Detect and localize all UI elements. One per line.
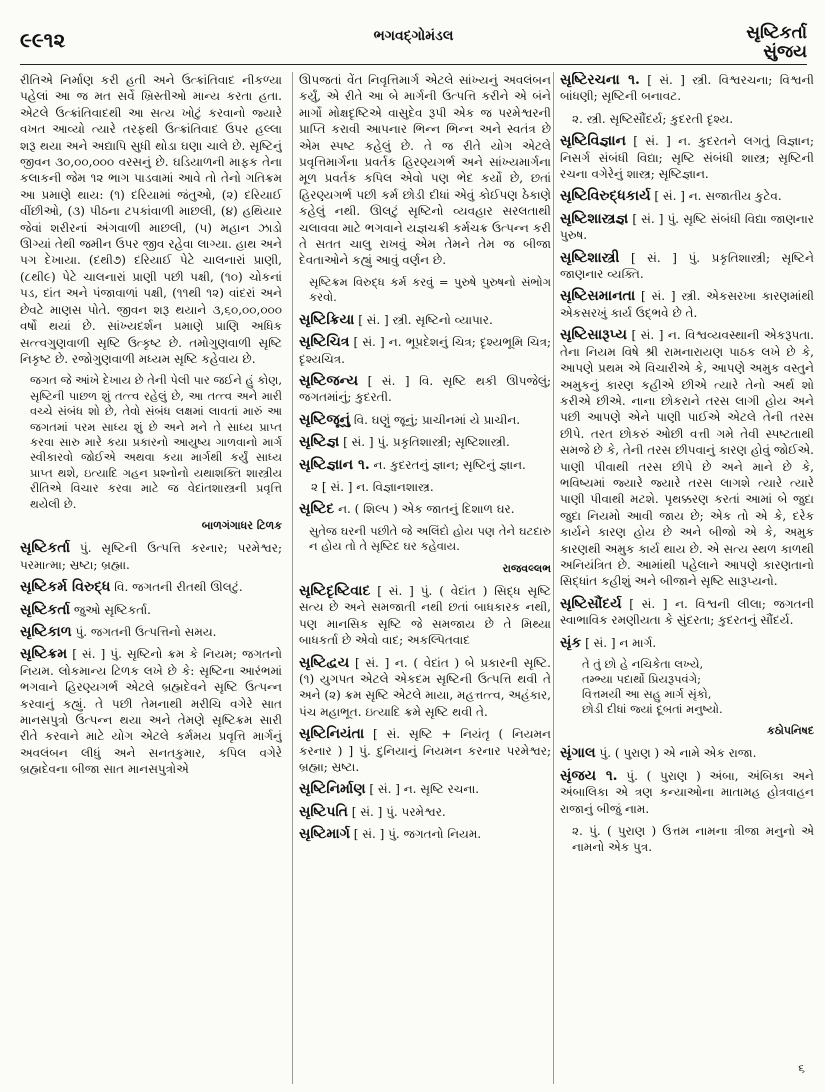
headword: સૃષ્ટિપતિ [299, 803, 348, 820]
definition: પું. સૃષ્ટિની ઉત્પત્તિ કરનાર; પરમેશ્વર; પરમાત્મા; સ્રષ્ટા; બ્રહ્મા. [20, 541, 282, 572]
dictionary-entry [299, 501, 551, 517]
definition: [ સં. ] પું. પ્રકૃતિશાસ્ત્રી; સૃષ્ટિશાસ્ત્રી. [343, 435, 510, 450]
definition: [ સં. ] પું. પરમેશ્વર. [351, 804, 446, 819]
dictionary-entry [299, 373, 551, 406]
definition: [ સં. સૃષ્ટિ + નિયંતૃ ( નિયમન કરનાર ) ] પું. દુનિયાનું નિયમન કરનાર પરમેશ્વર; બ્રહ્મા; સ્રષ્ટા. [299, 727, 551, 775]
dictionary-entry [299, 334, 551, 367]
dictionary-entry [20, 646, 282, 777]
header-rule [20, 64, 807, 65]
headword: સૃષ્ટિનિર્માણ [299, 781, 366, 798]
definition: જુઓ સૃષ્ટિકર્તા. [73, 602, 151, 617]
headword: સૃષ્ટિજ્ઞ [299, 434, 340, 451]
headword: સૃષ્ટિમાર્ગ [299, 826, 350, 843]
headword: સૃષ્ટિવિરુદ્ધકાર્ય [560, 188, 651, 205]
dictionary-entry [560, 635, 814, 651]
headword: સૃષ્ટિરચના ૧. [560, 72, 640, 88]
headword: સૃષ્ટિદ્વય [299, 654, 350, 671]
headword: સૃષ્ટિનિયંતા [299, 726, 365, 743]
quotation-attribution: રાજવલ્લભ [502, 561, 551, 575]
definition: [ સં. ] ન. વિશ્વવ્યવસ્થાની એકરૂપતા. તેના નિયમ વિષે શ્રી રામનારાયણ પાઠક લખે છે કે, આપણે પ્રથમ એ વિચારીએ કે, આપણે અમુક વસ્તુને અમુકનું કારણ કહીએ છીએ ત્યારે તેનો અર્થ શો કરીએ છીએ. નાના છોકરાને તરસ લાગી હોય અને પછી આપણે એને પાણી પાઈએ એટલે તેની તરસ છીપે. તરત છોકરું ઓછી વત્તી ગમે તેવી સ્પષ્ટતાથી સમજે છે કે, તેની તરસ છીપવાનું કારણ હોવું જોઈએ. પાણી પીવાથી તરસ છીપે છે અને માને છે કે, ભવિષ્યમાં જ્યારે જ્યારે તરસ લાગશે ત્યારે ત્યારે પાણી પીવાથી મટશે. પૃથક્કરણ કરતાં આમાં બે જુદા જુદા નિયમો આવી જાય છે; એક તો એ કે, દરેક કાર્યને કારણ હોય છે અને બીજો એ કે, અમુક કારણથી અમુક કાર્ય થાય છે. એ સત્ય સ્થળ કાળથી અનિયંત્રિત છે. આમાંથી પહેલાને આપણે કારણતાનો સિદ્ધાંત કહીશું અને બીજાને સૃષ્ટિ સારૂપ્યનો. [560, 328, 814, 589]
dictionary-entry [20, 579, 282, 595]
definition: [ સં. ] સ્ત્રી. વિશ્વરચના; વિશ્વની બાંધણી; સૃષ્ટિની બનાવટ. [560, 73, 814, 104]
definition: [ સં. ] પું. સૃષ્ટિ સંબંધી વિદ્યા જાણનાર પુરુષ. [560, 211, 814, 243]
headword: સૃષ્ટિદૃષ્ટિવાદ [299, 582, 371, 599]
definition: [ સં. ] પું. સૃષ્ટિનો ક્રમ કે નિયમ; જગતનો નિયમ. લોકમાન્ય ટિળક લખે છે કે: સૃષ્ટિના આરંભમાં ભગવાને હિરણ્યગર્ભ એટલે બ્રહ્મદેવને સૃષ્ટિ ઉત્પન્ન કરવાનું કહ્યું. તે પછી તેમનાથી મરીચિ વગેરે સાત માનસપુત્રો ઉત્પન્ન થયા અને તેમણે સૃષ્ટિક્રમ સારી રીતે કરવાને માટે યોગ એટલે કર્મમય પ્રવૃત્તિ માર્ગનું અવલંબન લીધું અને સનતકુમાર, કપિલ વગેરે બ્રહ્મદેવના બીજા સાત માનસપુત્રોએ [20, 647, 282, 777]
verse-quotation: તે તું છો હે નચિકેતા લખ્યે, તમ્ભ્યા પદાર્થો પ્રિયરૂપવંગે; વિત્તમયી આ સહુ માર્ગ સૃંકો, છોડી દીધાં જ્યાં દૂબતાં મનુષ્યો. [582, 657, 723, 716]
headword: સૃષ્ટિચિત્ર [299, 334, 350, 351]
column-2 [292, 72, 551, 1084]
quotation-attribution: કઠોપનિષદ [766, 724, 814, 737]
definition: પું. ( પુરાણ ) એ નામે એક રાજા. [599, 746, 757, 761]
definition: પું. જગતની ઉત્પત્તિનો સમય. [75, 625, 217, 639]
dictionary-entry [560, 72, 814, 105]
definition: [ સં. ] ન. સજાતીય કુટેવ. [654, 189, 782, 204]
dictionary-entry [560, 327, 814, 590]
headword: સૃષ્ટિવિજ્ઞાન [560, 133, 626, 150]
headword: સૃંગાલ [560, 745, 596, 762]
definition: [ સં. ] વિ. સૃષ્ટિ થકી ઊપજેલું; જગતમાંનું; કુદરતી. [299, 373, 551, 405]
headword: સૃષ્ટિકાળ [20, 624, 72, 640]
headword: સૃષ્ટિસારૂપ્ય [560, 327, 627, 344]
guide-first: સૃષ્ટિકર્તા [746, 23, 807, 43]
headword: સૃષ્ટિશાસ્ત્રી [560, 249, 620, 266]
dictionary-entry [299, 781, 551, 797]
definition: પું. ( પુરાણ ) અંબા, અંબિકા અને અંબાલિકા એ ત્રણ કન્યાઓના માતામહ હોત્રવાહન રાજાનું બીજું નામ. [560, 768, 814, 816]
dictionary-entry [299, 312, 551, 328]
definition: [ સં. ] ન. કુદરતને લગતું વિજ્ઞાન; નિસર્ગ સંબંધી વિદ્યા; સૃષ્ટિ સંબંધી શાસ્ત્ર; સૃષ્ટિની રચના વગેરેનું શાસ્ત્ર; સૃષ્ટિજ્ઞાન. [560, 134, 814, 182]
sub-sense: ૨. પું. ( પુરાણ ) ઉત્તમ નામના ત્રીજા મનુનો એ નામનો એક પુત્ર. [572, 824, 814, 855]
dictionary-entry [20, 540, 282, 573]
definition: [ સં. ] સ્ત્રી. સૃષ્ટિનો વ્યાપાર. [358, 312, 493, 327]
headword: સૃષ્ટિસમાનતા [560, 288, 636, 305]
definition: [ સં. ] ન. સૃષ્ટિ રચના. [369, 782, 480, 797]
definition: [ સં. ] ન. ભૂપ્રદેશનું ચિત્ર; દૃશ્યભૂમિ ચિત્ર; દૃશ્યચિત્ર. [299, 335, 551, 366]
guide-words [746, 24, 807, 62]
quotation-attribution: બાળગંગાધર ટિળક [201, 518, 282, 532]
phrase-usage: સૃષ્ટિક્રમ વિરુદ્ધ કર્મ કરવું = પુરુષે પુરુષનો સંભોગ કરવો. [309, 274, 551, 305]
dictionary-entry [20, 624, 282, 640]
definition: [ સં. ] પું. ( વેદાંત ) સિદ્ધ સૃષ્ટિ સત્ય છે અને સમજાતી નથી છતાં બાધકારક નથી, પણ માનસિક સૃષ્ટિ જે સમજાય છે તે મિથ્યા બાધકર્તા છે એવો વાદ; અકલ્પિતવાદ [299, 583, 551, 648]
headword: સૃષ્ટિજ્ઞાન ૧. [299, 456, 370, 473]
sub-sense: ૨ [ સં. ] ન. વિજ્ઞાનશાસ્ત્ર. [311, 479, 434, 494]
headword: સૃષ્ટિદ [299, 501, 335, 518]
dictionary-entry [299, 457, 551, 473]
headword: સૃષ્ટિસૌંદર્ય [560, 595, 622, 612]
dictionary-entry [20, 602, 282, 618]
headword: સૃષ્ટિકર્તા [20, 601, 71, 618]
definition: [ સં. ] પું. પ્રકૃતિશાસ્ત્રી; સૃષ્ટિને જાણનાર વ્યક્તિ. [560, 250, 814, 282]
headword: સૃષ્ટિક્રિયા [299, 311, 355, 328]
definition: [ સં. ] પું. જગતનો નિયમ. [353, 827, 482, 842]
dictionary-entry [560, 768, 814, 817]
column-1 [20, 72, 282, 1084]
quotation: સુતેજ ઘરની પછીતે જે અલિંદો હોય પણ તેને ઘટદારુ ન હોય તો તે સૃષ્ટિદ ઘર કહેવાય. [309, 523, 551, 554]
dictionary-entry [299, 655, 551, 721]
column-3 [553, 72, 814, 1084]
definition: ન. કુદરતનું જ્ઞાન; સૃષ્ટિનું જ્ઞાન. [373, 457, 526, 472]
definition: [ સં. ] ન માર્ગ. [585, 635, 657, 650]
headword: સૃંજય ૧. [560, 767, 618, 784]
dictionary-entry [299, 726, 551, 775]
headword: સૃષ્ટિકર્મ વિરુદ્ધ [20, 579, 111, 596]
dictionary-entry [560, 745, 814, 761]
dictionary-entry [299, 826, 551, 842]
definition: વિ. ઘણું જૂનું; પ્રાચીનમાં યે પ્રાચીન. [353, 412, 521, 427]
headword: સૃંક [560, 634, 582, 651]
dictionary-entry [560, 250, 814, 283]
dictionary-entry [299, 412, 551, 428]
page-number: ૯૯૧૨ [20, 28, 66, 52]
dictionary-entry [560, 211, 814, 244]
dictionary-entry [560, 133, 814, 182]
dictionary-entry [560, 288, 814, 321]
headword: સૃષ્ટિકર્તા [20, 540, 71, 557]
dictionary-entry [299, 434, 551, 450]
dictionary-entry [560, 188, 814, 204]
guide-last: સુંજય [763, 42, 807, 62]
headword: સૃષ્ટિક્રમ [20, 646, 68, 663]
definition: વિ. જગતની રીતથી ઊલટું. [114, 580, 243, 595]
headword: સૃષ્ટિજન્ય [299, 372, 359, 389]
headword: સૃષ્ટિશાસ્ત્રજ્ઞ [560, 210, 629, 227]
definition: [ સં. ] સ્ત્રી. એકસરખા કારણમાંથી એકસરખું કાર્ય ઉદ્ભવે છે તે. [560, 289, 814, 320]
dictionary-entry [299, 583, 551, 649]
footer-mark: ૬ [798, 1061, 805, 1075]
continued-paragraph: રીતિએ નિર્માણ કરી હતી અને ઉત્ક્રાંતિવાદ નીકળ્યા પહેલાં આ જ મત સર્વે ખ્રિસ્તીઓ માન્ય કરતા હતા. એટલે ઉત્ક્રાંતિવાદથી આ સત્ય ખોટું કરવાનો જ્યારે વખત આવ્યો ત્યારે તરફથી ઉત્ક્રાંતિવાદ ઉપર હલ્લા શરૂ થયા અને અદ્યાપિ સુધી થોડા ઘણા ચાલે છે. સૃષ્ટિનું જીવન ૩૦,૦૦,૦૦૦ વરસનું છે. ઘડિયાળની માફક તેના કલાકની જેમ ૧૨ ભાગ પાડવામાં આવે તો તેનો ગતિક્રમ આ પ્રમાણે થાય: (૧) દરિયામાં જંતુઓ, (૨) દરિયાઈ વીંછીઓ, (૩) પીઠના ટપકાંવાળી માછલી, (૪) હથિયાર જેવાં શરીરનાં અંગવાળી માછલી, (૫) મહાન ઝાડો ઊગ્યાં તેથી જમીન ઉપર જીવ રહેવા લાગ્યા. હાથ અને પગ દેખાયા. (દથી૭) દરિયાઈ પેટે ચાલનારાં પ્રાણી, (૮થી૯) પેટે ચાલનારાં પ્રાણી પછી પક્ષી, (૧૦) ચોકનાં પડ, દાંત અને પંજાવાળાં પક્ષી, (૧૧થી ૧૨) વાંદરાં અને છેવટે માણસ પોતે. જીવન શરૂ થયાને ૩,૬૦,૦૦,૦૦૦ વર્ષો થયાં છે. સાંખ્યદર્શન પ્રમાણે પ્રાણિ અધિક સત્ત્વગુણવાળી સૃષ્ટિ ઉત્કૃષ્ટ છે. તમોગુણવાળી સૃષ્ટિ નિકૃષ્ટ છે. રજોગુણવાળી મધ્યમ સૃષ્ટિ કહેવાય છે. [20, 73, 282, 366]
page-header [20, 24, 807, 60]
definition: ન. ( શિલ્પ ) એક જાતનું દિશાળ ઘર. [338, 502, 515, 517]
definition: [ સં. ] ન. ( વેદાંત ) બે પ્રકારની સૃષ્ટિ. (૧) યુગપત એટલે એકદમ સૃષ્ટિની ઉત્પત્તિ થવી તે અને (૨) ક્રમ સૃષ્ટિ એટલે માયા, મહત્તત્ત્વ, અહંકાર, પંચ મહાભૂત. ઇત્યાદિ ક્રમે સૃષ્ટિ થવી તે. [299, 655, 551, 719]
dictionary-entry [560, 596, 814, 629]
quotation: જગત જે આંખે દેખાય છે તેની પેલી પાર જઈને હું કોણ, સૃષ્ટિની પાછળ શું તત્ત્વ રહેલું છે, આ તત્ત્વ અને મારી વચ્ચે સંબંધ શો છે, તેવો સંબંધ લક્ષમાં લાવતાં મારું આ જગતમાં પરમ સાધ્ય શું છે અને મને તે સાધ્ય પ્રાપ્ત કરવા સારુ મારે કયા પ્રકારનો આયુષ્ય ગાળવાનો માર્ગ સ્વીકારવો જોઈએ અથવા કયા માર્ગથી કર્યું સાધ્ય પ્રાપ્ત થશે, ઇત્યાદિ ગહન પ્રશ્નોનો યથાશક્તિ શાસ્ત્રીય રીતિએ વિચાર કરવા માટે જ વેદાંતશાસ્ત્રની પ્રવૃત્તિ થયેલી છે. [30, 373, 282, 511]
continued-paragraph: ઊપજતાં વેંત નિવૃત્તિમાર્ગ એટલે સાંખ્યનું અવલંબન કર્યું, એ રીતે આ બે માર્ગની ઉત્પત્તિ કરીને એ બંને માર્ગો મોક્ષદૃષ્ટિએ વાસુદેવ રૂપી એક જ પરમેશ્વરની પ્રાપ્તિ કરાવી આપનાર ભિન્ન ભિન્ન અને સ્વતંત્ર છે એમ સ્પષ્ટ કહેલું છે. તે જ રીતે યોગ એટલે પ્રવૃત્તિમાર્ગના પ્રવર્તક હિરણ્યગર્ભ અને સાંખ્યમાર્ગના મૂળ પ્રવર્તક કપિલ એવો પણ ભેદ કર્યો છે, છતાં હિરણ્યગર્ભ પછી કર્મ છોડી દીધાં એવું કોઈપણ ઠેકાણે કહેલું નથી. ઊલટું સૃષ્ટિનો વ્યવહાર સરલતાથી ચલાવવા માટે ભગવાને યજ્ઞચક્રી કર્મચક્ર ઉત્પન્ન કરી તે સતત ચાલુ રાખવું એમ તેમને તેમ જ બીજા દેવતાઓને કહ્યું આવું વર્ણન છે. [299, 73, 551, 268]
running-title: ભગવદ્ગોમંડલ [373, 28, 454, 44]
dictionary-entry [299, 804, 551, 820]
sub-sense: ૨. સ્ત્રી. સૃષ્ટિસૌંદર્ય; કુદરતી દૃશ્ય. [572, 111, 734, 126]
definition: [ સં. ] ન. વિશ્વની લીલા; જગતની સ્વાભાવિક રમણીયતા કે સુંદરતા; કુદરતનું સૌંદર્ય. [560, 596, 814, 628]
headword: સૃષ્ટિજૂનું [299, 411, 351, 428]
